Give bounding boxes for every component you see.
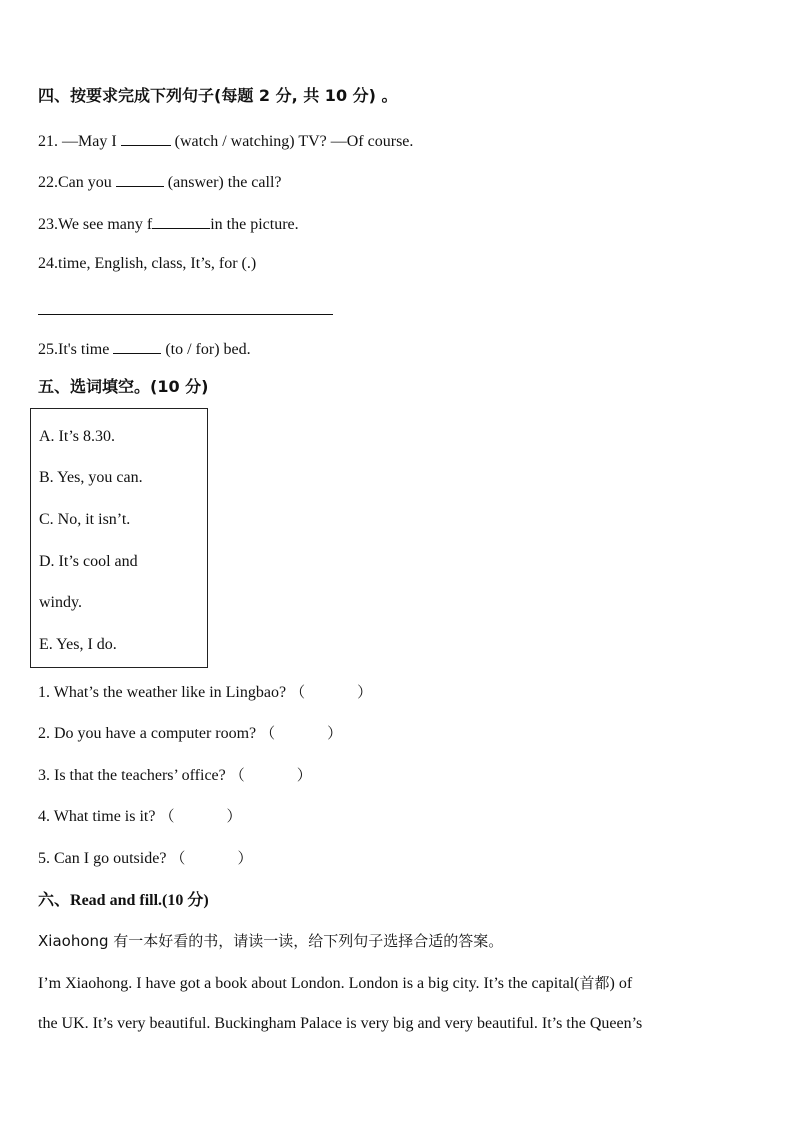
question-25: [38, 337, 251, 360]
option-a: A. It’s 8.30.: [39, 428, 115, 445]
question-23: [38, 212, 299, 235]
select-question-2: [38, 723, 342, 744]
answer-paren-open: （: [170, 849, 186, 867]
intro-text: Xiaohong 有一本好看的书，请读一读，给下列句子选择合适的答案。: [38, 932, 504, 950]
question-text: —May I: [58, 133, 121, 150]
fill-blank[interactable]: [121, 129, 171, 146]
question-text: 5. Can I go outside?: [38, 850, 167, 867]
reading-text: the UK. It’s very beautiful. Buckingham Palace is very big and very beautiful. It’s the Queen’s: [38, 1015, 643, 1032]
answer-paren-close: ）: [296, 766, 312, 784]
reading-line-2: [38, 1014, 642, 1034]
question-text: 3. Is that the teachers’ office?: [38, 767, 226, 784]
option-e: E. Yes, I do.: [39, 636, 117, 653]
answer-paren-close: ）: [237, 849, 253, 867]
section-4-heading: [38, 86, 398, 107]
question-number: 21.: [38, 133, 58, 150]
question-number: 22.: [38, 174, 58, 191]
section-4-heading-text: 四、按要求完成下列句子(每题 2 分, 共 10 分) 。: [38, 86, 398, 105]
section-6-title: Read and fill.(10 分): [70, 892, 209, 909]
section-5-heading-text: 五、选词填空。(10 分): [38, 377, 209, 396]
select-question-3: [38, 765, 312, 786]
answer-paren-close: ）: [226, 807, 242, 825]
answer-paren-close: ）: [357, 683, 373, 701]
section-6-heading: [38, 890, 209, 911]
fill-blank[interactable]: [116, 170, 164, 187]
question-text: (to / for) bed.: [161, 341, 251, 358]
fill-blank[interactable]: [152, 212, 210, 229]
question-text: We see many f: [58, 216, 153, 233]
select-question-5: [38, 848, 252, 869]
fill-blank[interactable]: [113, 337, 161, 354]
question-number: 24.: [38, 255, 58, 272]
section-6-intro: [38, 931, 503, 952]
answer-paren-open: （: [229, 766, 245, 784]
reading-text: ) of: [609, 975, 633, 992]
options-box: [30, 408, 208, 668]
question-number: 23.: [38, 216, 58, 233]
reading-text: I’m Xiaohong. I have got a book about London. London is a big city. It’s the capital(: [38, 975, 580, 992]
section-6-number: 六、: [38, 890, 71, 909]
answer-paren-open: （: [260, 724, 276, 742]
answer-paren-open: （: [290, 683, 306, 701]
option-d-continued: windy.: [39, 594, 82, 611]
question-22: [38, 170, 282, 193]
question-text: Can you: [58, 174, 116, 191]
question-text: 2. Do you have a computer room?: [38, 725, 257, 742]
select-question-1: [38, 682, 372, 703]
answer-paren-close: ）: [327, 724, 343, 742]
option-c: C. No, it isn’t.: [39, 511, 131, 528]
question-24: [38, 254, 256, 274]
question-number: 25.: [38, 341, 58, 358]
question-text: 4. What time is it?: [38, 808, 156, 825]
question-text: It's time: [58, 341, 114, 358]
question-21: [38, 129, 413, 152]
reading-line-1: [38, 973, 632, 994]
reading-text-cn: 首都: [579, 974, 610, 992]
question-text: time, English, class, It’s, for (.): [58, 255, 257, 272]
question-text: (watch / watching) TV? —Of course.: [170, 133, 414, 150]
option-d: D. It’s cool and: [39, 553, 138, 570]
section-5-heading: [38, 377, 208, 398]
question-text: 1. What’s the weather like in Lingbao?: [38, 684, 287, 701]
option-b: B. Yes, you can.: [39, 469, 143, 486]
select-question-4: [38, 806, 242, 827]
answer-paren-open: （: [159, 807, 175, 825]
question-text: in the picture.: [210, 216, 299, 233]
question-text: (answer) the call?: [163, 174, 282, 191]
answer-line[interactable]: [38, 314, 333, 315]
